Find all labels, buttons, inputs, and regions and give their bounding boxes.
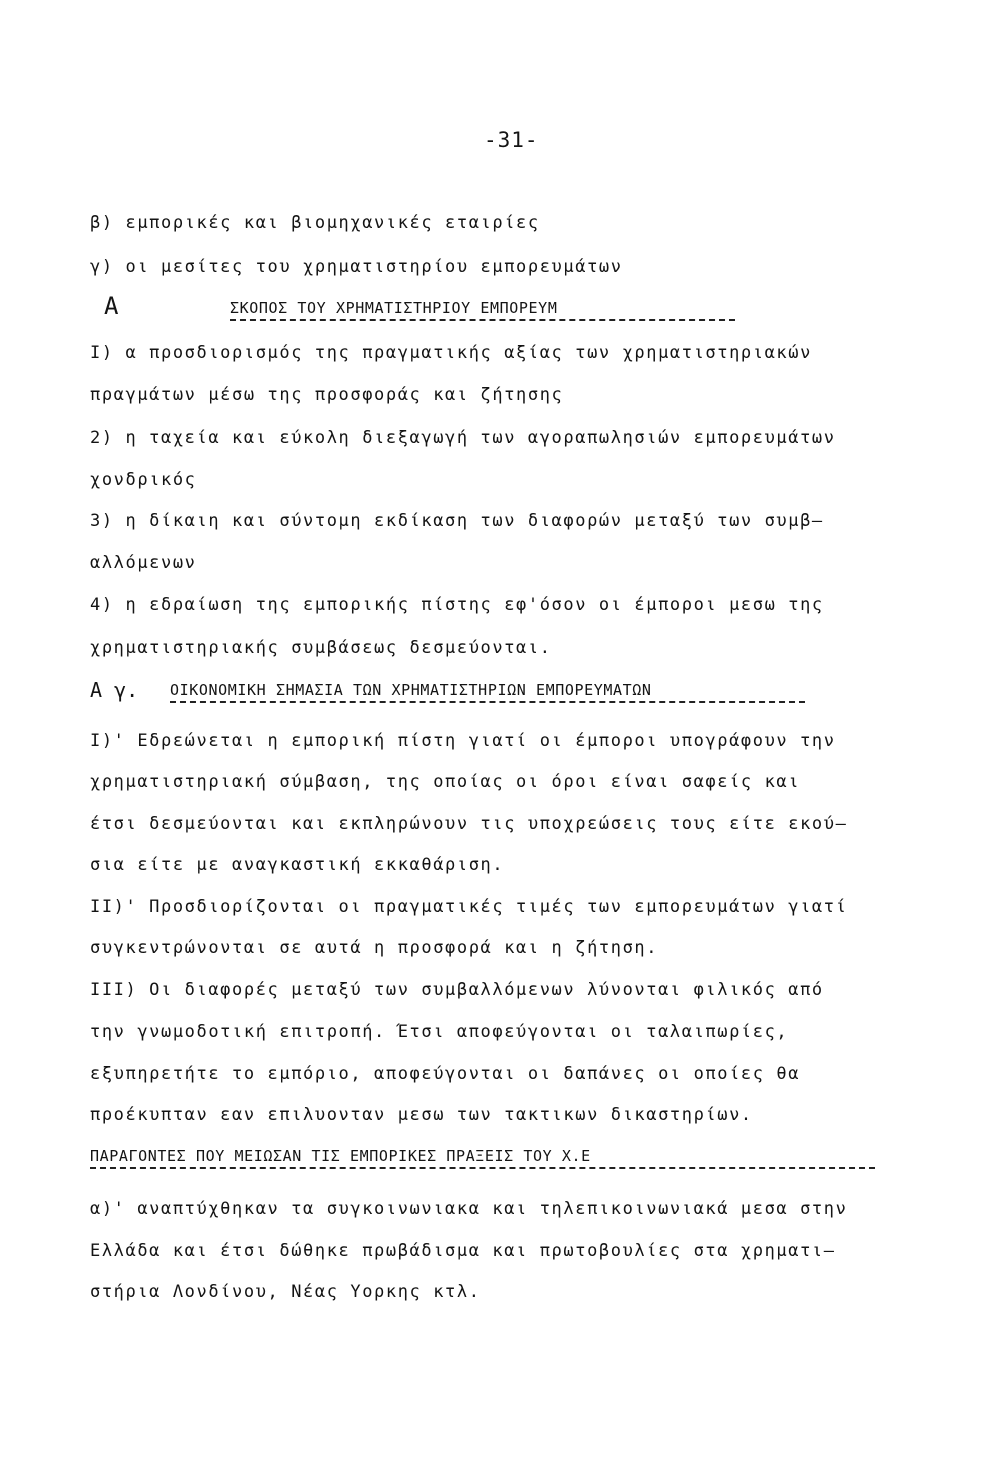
section-av-line: την γνωμοδοτική επιτροπή. Έτσι αποφεύγονται οι ταλαιπωρίες, <box>90 1022 789 1042</box>
section-a-line: 2) η ταχεία και εύκολη διεξαγωγή των αγοραπωλησιών εμπορευμάτων <box>90 428 836 448</box>
section-a-heading: ΣΚΟΠΟΣ ΤΟΥ ΧΡΗΜΑΤΙΣΤΗΡΙΟΥ ΕΜΠΟΡΕΥΜ <box>230 298 735 321</box>
section-av-line: χρηματιστηριακή σύμβαση, της οποίας οι όροι είναι σαφείς και <box>90 772 801 792</box>
section-a-line: χονδρικός <box>90 470 197 490</box>
intro-line-gamma: γ) οι μεσίτες του χρηματιστηρίου εμπορευμάτων <box>90 257 623 277</box>
section-av-marker: Α γ. <box>90 678 139 702</box>
section-a-marker: Α <box>104 292 119 320</box>
section-av-line: εξυπηρετήτε το εμπόριο, αποφεύγονται οι δαπάνες οι οποίες θα <box>90 1064 801 1084</box>
section-a-line: I) α προσδιορισμός της πραγματικής αξίας των χρηματιστηριακών <box>90 343 812 363</box>
section-av-line: προέκυπταν εαν επιλυονταν μεσω των τακτικων δικαστηρίων. <box>90 1105 753 1125</box>
section-factors-line: Ελλάδα και έτσι δώθηκε πρωβάδισμα και πρωτοβουλίες στα χρηματι– <box>90 1241 836 1261</box>
section-av-line: συγκεντρώνονται σε αυτά η προσφορά και η ζήτηση. <box>90 938 659 958</box>
section-factors-line: στήρια Λονδίνου, Νέας Υορκης κτλ. <box>90 1282 481 1302</box>
section-a-line: χρηματιστηριακής συμβάσεως δεσμεύονται. <box>90 638 552 658</box>
section-av-line: σια είτε με αναγκαστική εκκαθάριση. <box>90 855 505 875</box>
section-av-line: III) Οι διαφορές μεταξύ των συμβαλλόμενων λύνονται φιλικός από <box>90 980 824 1000</box>
section-av-heading: ΟΙΚΟΝΟΜΙΚΗ ΣΗΜΑΣΙΑ ΤΩΝ ΧΡΗΜΑΤΙΣΤΗΡΙΩΝ ΕΜΠΟΡΕΥΜΑΤΩΝ <box>170 680 805 703</box>
section-a-line: πραγμάτων μέσω της προσφοράς και ζήτησης <box>90 385 564 405</box>
section-factors-heading: ΠΑΡΑΓΟΝΤΕΣ ΠΟΥ ΜΕΙΩΣΑΝ ΤΙΣ ΕΜΠΟΡΙΚΕΣ ΠΡΑΞΕΙΣ ΤΟΥ Χ.Ε <box>90 1146 875 1169</box>
section-a-line: 4) η εδραίωση της εμπορικής πίστης εφ'όσον οι έμποροι μεσω της <box>90 595 824 615</box>
section-factors-line: α)' αναπτύχθηκαν τα συγκοινωνιακα και τηλεπικοινωνιακά μεσα στην <box>90 1199 848 1219</box>
page-number: -31- <box>484 128 539 152</box>
section-a-line: 3) η δίκαιη και σύντομη εκδίκαση των διαφορών μεταξύ των συμβ– <box>90 511 824 531</box>
intro-line-beta: β) εμπορικές και βιομηχανικές εταιρίες <box>90 213 540 233</box>
section-av-line: II)' Προσδιορίζονται οι πραγματικές τιμές των εμπορευμάτων γιατί <box>90 897 848 917</box>
section-a-line: αλλόμενων <box>90 553 197 573</box>
section-av-line: έτσι δεσμεύονται και εκπληρώνουν τις υποχρεώσεις τους είτε εκού– <box>90 814 848 834</box>
section-av-line: I)' Εδρεώνεται η εμπορική πίστη γιατί οι έμποροι υπογράφουν την <box>90 731 836 751</box>
